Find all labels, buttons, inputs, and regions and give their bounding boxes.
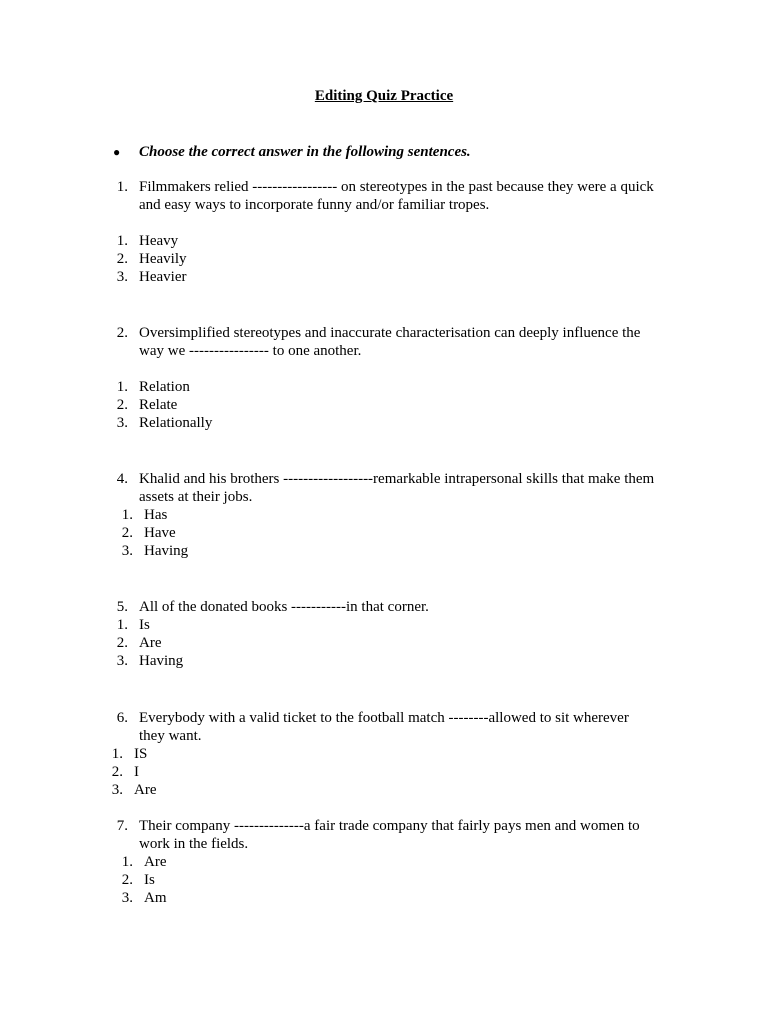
- question-number: 5.: [116, 599, 128, 615]
- option-text: Heavy: [139, 233, 179, 249]
- instruction-text: Choose the correct answer in the following sentences.: [139, 144, 471, 160]
- question-number: 6.: [116, 710, 128, 726]
- question-text-line: Everybody with a valid ticket to the football match --------allowed to sit wherever: [139, 710, 629, 726]
- option-number: 3.: [116, 415, 128, 431]
- option-number: 3.: [111, 782, 123, 798]
- question-text-line: they want.: [139, 728, 202, 744]
- question-number: 1.: [116, 179, 128, 195]
- option-number: 1.: [111, 746, 123, 762]
- option-text: Have: [144, 525, 176, 541]
- option-text: I: [134, 764, 139, 780]
- option-text: Having: [144, 543, 189, 559]
- option-number: 3.: [121, 543, 133, 559]
- question-number: 4.: [116, 471, 128, 487]
- option-number: 3.: [121, 890, 133, 906]
- option-text: IS: [134, 746, 148, 762]
- question-text-line: assets at their jobs.: [139, 489, 253, 505]
- option-text: Am: [144, 890, 167, 906]
- question-number: 2.: [116, 325, 128, 341]
- option-number: 2.: [116, 397, 128, 413]
- option-number: 2.: [116, 251, 128, 267]
- question-text-line: Khalid and his brothers ------------------remarkable intrapersonal skills that make them: [139, 471, 655, 487]
- option-number: 1.: [116, 233, 128, 249]
- option-number: 1.: [116, 617, 128, 633]
- option-text: Relate: [139, 397, 178, 413]
- question-text-line: and easy ways to incorporate funny and/or familiar tropes.: [139, 197, 490, 213]
- question-text-line: Oversimplified stereotypes and inaccurate characterisation can deeply influence the: [139, 325, 641, 341]
- option-text: Having: [139, 653, 184, 669]
- question-text-line: All of the donated books -----------in that corner.: [139, 599, 429, 615]
- option-number: 3.: [116, 653, 128, 669]
- question-text-line: work in the fields.: [139, 836, 249, 852]
- option-text: Are: [134, 782, 157, 798]
- option-text: Are: [144, 854, 167, 870]
- option-text: Relationally: [139, 415, 213, 431]
- option-number: 2.: [121, 525, 133, 541]
- question-text-line: Filmmakers relied ----------------- on stereotypes in the past because they were a quick: [139, 179, 654, 195]
- option-number: 1.: [121, 854, 133, 870]
- question-number: 7.: [116, 818, 128, 834]
- question-text-line: Their company --------------a fair trade company that fairly pays men and women to: [139, 818, 640, 834]
- option-number: 2.: [121, 872, 133, 888]
- option-text: Are: [139, 635, 162, 651]
- option-text: Has: [144, 507, 168, 523]
- option-text: Is: [139, 617, 150, 633]
- page-title: Editing Quiz Practice: [314, 88, 454, 104]
- option-text: Relation: [139, 379, 190, 395]
- bullet-icon: ●: [113, 145, 121, 159]
- option-number: 1.: [121, 507, 133, 523]
- option-number: 3.: [116, 269, 128, 285]
- option-text: Heavily: [139, 251, 187, 267]
- option-text: Heavier: [139, 269, 187, 285]
- option-text: Is: [144, 872, 155, 888]
- option-number: 2.: [111, 764, 123, 780]
- option-number: 1.: [116, 379, 128, 395]
- question-text-line: way we ---------------- to one another.: [139, 343, 362, 359]
- option-number: 2.: [116, 635, 128, 651]
